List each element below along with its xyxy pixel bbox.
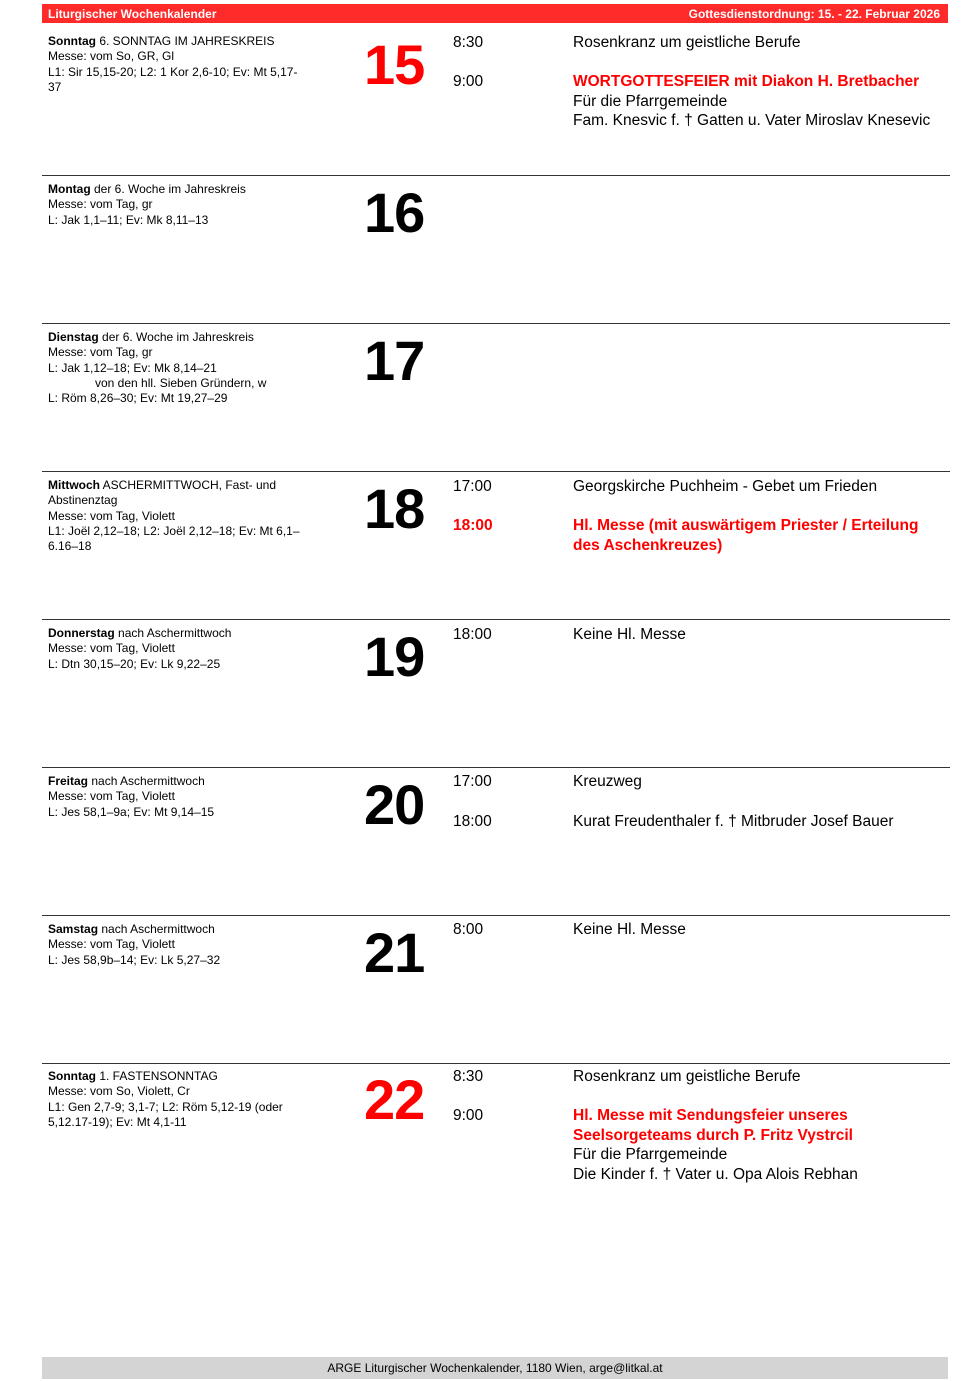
- day-desc: nach Aschermittwoch: [91, 774, 205, 788]
- entry-text: Rosenkranz um geistliche Berufe: [573, 1068, 801, 1085]
- day-info: [48, 34, 306, 95]
- mass-info: Messe: vom Tag, gr: [48, 345, 153, 360]
- mass-info: Messe: vom Tag, Violett: [48, 789, 175, 804]
- mass-info: Messe: vom So, GR, Gl: [48, 49, 175, 64]
- entry-text: Keine Hl. Messe: [573, 626, 686, 643]
- memorial: von den hll. Sieben Gründern, w: [95, 375, 267, 390]
- entry-time: 9:00: [453, 73, 484, 90]
- entry-highlight: Hl. Messe mit Sendungsfeier unseres Seelsorgeteams durch P. Fritz Vystrcil: [573, 1107, 853, 1144]
- day-info: [48, 922, 306, 968]
- day-info: [48, 330, 306, 406]
- footer: ARGE Liturgischer Wochenkalender, 1180 Wien, arge@litkal.at: [42, 1357, 948, 1379]
- readings: L: Jes 58,1–9a; Ev: Mt 9,14–15: [48, 804, 215, 819]
- day-desc: der 6. Woche im Jahreskreis: [94, 182, 246, 196]
- readings: L1: Joël 2,12–18; L2: Joël 2,12–18; Ev: Mt 6,1–6.16–18: [48, 523, 300, 554]
- day-block-16: [42, 176, 950, 324]
- day-number: 16: [364, 181, 425, 244]
- day-number: 21: [364, 921, 425, 984]
- entry-text: Fam. Knesvic f. † Gatten u. Vater Miroslav Knesevic: [573, 112, 931, 130]
- mass-info: Messe: vom Tag, gr: [48, 197, 153, 212]
- day-desc: nach Aschermittwoch: [118, 626, 232, 640]
- day-block-19: [42, 620, 950, 768]
- entry-time: 17:00: [453, 773, 492, 790]
- day-name: Mittwoch: [48, 478, 100, 492]
- day-info: [48, 1069, 310, 1130]
- day-info: [48, 774, 306, 820]
- day-desc: ASCHERMITTWOCH, Fast- und Abstinenztag: [48, 478, 277, 508]
- day-name: Sonntag: [48, 1069, 96, 1083]
- day-desc: nach Aschermittwoch: [101, 922, 215, 936]
- day-block-17: [42, 324, 950, 472]
- readings: L: Jes 58,9b–14; Ev: Lk 5,27–32: [48, 952, 221, 967]
- entry-highlight: Hl. Messe (mit auswärtigem Priester / Erteilung des Aschenkreuzes): [573, 517, 919, 554]
- entry-text: Kreuzweg: [573, 773, 642, 790]
- day-name: Donnerstag: [48, 626, 115, 640]
- readings: L: Röm 8,26–30; Ev: Mt 19,27–29: [48, 391, 228, 406]
- entry-time: 8:30: [453, 1068, 484, 1085]
- day-name: Sonntag: [48, 34, 96, 48]
- entry-text: Keine Hl. Messe: [573, 921, 686, 938]
- entry-text: Für die Pfarrgemeinde: [573, 1146, 728, 1164]
- entry-time: 9:00: [453, 1107, 484, 1124]
- day-name: Samstag: [48, 922, 99, 936]
- day-desc: 6. SONNTAG IM JAHRESKREIS: [99, 34, 275, 48]
- entry-text: Kurat Freudenthaler f. † Mitbruder Josef Bauer: [573, 813, 894, 830]
- day-number: 18: [364, 477, 425, 540]
- day-block-21: [42, 916, 950, 1064]
- day-number: 17: [364, 329, 425, 392]
- header-title: Liturgischer Wochenkalender: [48, 6, 217, 21]
- entry-time: 18:00: [453, 517, 493, 534]
- entry-time: 8:00: [453, 921, 484, 938]
- day-number: 22: [364, 1068, 425, 1131]
- mass-info: Messe: vom So, Violett, Cr: [48, 1084, 190, 1099]
- readings: L1: Gen 2,7-9; 3,1-7; L2: Röm 5,12-19 (oder 5,12.17-19); Ev: Mt 4,1-11: [48, 1099, 283, 1129]
- entry-time: 17:00: [453, 478, 492, 495]
- header-bar: [42, 4, 948, 23]
- readings: L1: Sir 15,15-20; L2: 1 Kor 2,6-10; Ev: Mt 5,17-37: [48, 64, 298, 94]
- day-number: 15: [364, 33, 425, 96]
- day-info: [48, 478, 303, 554]
- day-info: [48, 182, 306, 228]
- readings: L: Jak 1,12–18; Ev: Mk 8,14–21: [48, 360, 217, 375]
- entry-text: Für die Pfarrgemeinde: [573, 92, 728, 110]
- day-name: Dienstag: [48, 330, 99, 344]
- entry-block: [573, 516, 945, 555]
- readings: L: Jak 1,1–11; Ev: Mk 8,11–13: [48, 212, 209, 227]
- day-block-22: [42, 1063, 950, 1343]
- mass-info: Messe: vom Tag, Violett: [48, 937, 175, 952]
- entry-block: [573, 1106, 945, 1184]
- entry-text: Rosenkranz um geistliche Berufe: [573, 34, 801, 51]
- day-desc: der 6. Woche im Jahreskreis: [102, 330, 254, 344]
- day-info: [48, 626, 306, 672]
- day-block-18: [42, 472, 950, 620]
- entry-time: 8:30: [453, 34, 484, 51]
- header-range: Gottesdienstordnung: 15. - 22. Februar 2026: [688, 6, 940, 21]
- entry-highlight: WORTGOTTESFEIER mit Diakon H. Bretbacher: [573, 73, 920, 90]
- day-desc: 1. FASTENSONNTAG: [99, 1069, 218, 1083]
- entry-text: Die Kinder f. † Vater u. Opa Alois Rebhan: [573, 1165, 858, 1183]
- entry-time: 18:00: [453, 626, 492, 643]
- day-name: Montag: [48, 182, 91, 196]
- day-block-20: [42, 768, 950, 916]
- entry-text: Georgskirche Puchheim - Gebet um Frieden: [573, 478, 878, 495]
- mass-info: Messe: vom Tag, Violett: [48, 641, 175, 656]
- day-block-15: [42, 28, 950, 176]
- day-number: 20: [364, 773, 425, 836]
- mass-info: Messe: vom Tag, Violett: [48, 508, 175, 523]
- readings: L: Dtn 30,15–20; Ev: Lk 9,22–25: [48, 656, 221, 671]
- day-name: Freitag: [48, 774, 89, 788]
- day-number: 19: [364, 625, 425, 688]
- entry-time: 18:00: [453, 813, 492, 830]
- entry-block: [573, 72, 945, 131]
